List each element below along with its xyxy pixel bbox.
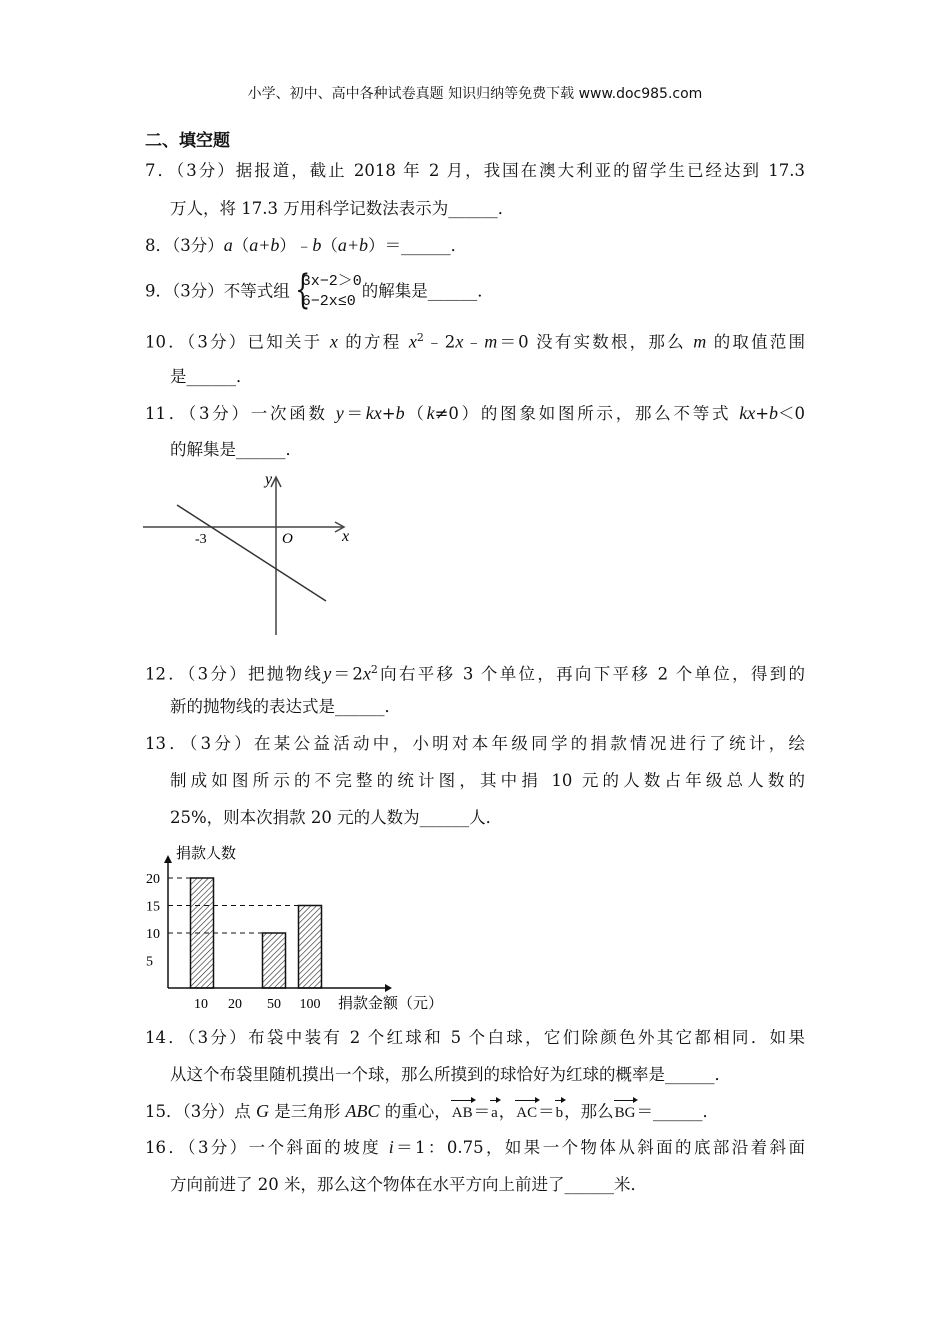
q8-text: ）﹣: [279, 236, 313, 255]
t: +: [381, 404, 396, 423]
t: ，那么: [564, 1102, 614, 1121]
t: ＝2: [331, 664, 363, 684]
q16-line2: 方向前进了 20 米，那么这个物体在水平方向上前进了______米．: [170, 1175, 647, 1194]
math-var: y: [323, 663, 332, 684]
q8-text: （: [232, 236, 250, 255]
q13-line3: 25%，则本次捐款 20 元的人数为______人．: [170, 808, 503, 827]
t: 16．（3分）一个斜面的坡度: [145, 1138, 382, 1157]
y-tick-label: 5: [146, 954, 153, 970]
chart-y-label: 捐款人数: [176, 846, 237, 862]
vector-a: a: [490, 1102, 499, 1124]
x-tick-label: 100: [299, 997, 321, 1012]
q15: [145, 1100, 719, 1124]
q7-line2: 万人，将 17.3 万用科学记数法表示为______．: [170, 199, 515, 218]
t: 的方程: [345, 332, 402, 352]
math-var: i: [388, 1137, 394, 1157]
y-tick-label: 10: [146, 927, 160, 942]
t: 10．（3分）已知关于: [145, 332, 323, 352]
vector-bg: BG: [614, 1102, 637, 1124]
exponent: 2: [370, 663, 378, 676]
t: +: [755, 404, 770, 423]
t: 11．（3分）一次函数: [145, 404, 328, 423]
origin-label: O: [282, 531, 293, 547]
x-tick-label: 10: [194, 997, 208, 1012]
math-var: kx: [365, 403, 382, 423]
math-var: kx: [739, 403, 756, 423]
q7-line1: 7．（3分）据报道，截止 2018 年 2 月，我国在澳大利亚的留学生已经达到 17.3: [145, 161, 805, 180]
t: ≠0）的图象如图所示，那么不等式: [434, 404, 732, 423]
t: ＝______．: [636, 1102, 719, 1121]
y-axis-label: y: [265, 471, 273, 488]
q16-line1: [145, 1136, 805, 1159]
linear-function-graph: [143, 471, 349, 635]
t: 15．（3分）点: [145, 1102, 251, 1121]
q8-text: ）＝______．: [368, 236, 468, 255]
q14-line2: 从这个布袋里随机摸出一个球，那么所摸到的球恰好为红球的概率是______．: [170, 1065, 731, 1084]
t: ＝: [473, 1102, 491, 1121]
math-var: x: [362, 663, 371, 684]
t: ﹣: [463, 332, 485, 352]
t: ＝1：0.75，如果一个物体从斜面的底部沿着斜面: [393, 1138, 805, 1157]
math-var: ABC: [345, 1101, 380, 1121]
bar-50: [263, 933, 286, 988]
vector-ab: AB: [451, 1102, 474, 1124]
q12-line1: [145, 659, 805, 686]
q12-line2: 新的抛物线的表达式是______．: [170, 697, 401, 716]
brace-icon: {: [294, 267, 311, 313]
math-var: b: [395, 403, 405, 423]
t: ＝0 没有实数根，那么: [497, 332, 686, 352]
t: ＝: [343, 404, 366, 423]
q11-line2: 的解集是______．: [170, 440, 302, 459]
y-tick-label: 20: [146, 872, 160, 887]
y-tick-label: 15: [146, 899, 160, 915]
t: 12．（3分）把抛物线: [145, 664, 324, 684]
inequality-1: 3x−2＞0: [301, 273, 362, 290]
math-var: x: [408, 331, 417, 352]
math-var: x: [329, 331, 338, 352]
q8-text: 8．（3分）: [145, 236, 224, 255]
math-var: m: [693, 331, 707, 352]
t: 是三角形: [274, 1102, 341, 1121]
math-var: m: [484, 331, 498, 352]
math-expr: a+b: [249, 235, 280, 255]
bar-100: [299, 906, 322, 989]
vector-ac: AC: [515, 1102, 538, 1124]
q8-text: （: [321, 236, 338, 255]
page-header: 小学、初中、高中各种试卷真题 知识归纳等免费下载 www.doc985.com: [247, 86, 703, 102]
donation-bar-chart: [146, 845, 443, 1012]
x-arrow-icon: [385, 984, 392, 992]
y-arrow-icon: [164, 855, 172, 863]
q9-text: 9．（3分）不等式组: [145, 281, 290, 301]
exponent: 2: [416, 331, 424, 344]
math-var: y: [335, 403, 344, 423]
q9-text: 的解集是______．: [361, 281, 494, 301]
math-var: a: [223, 235, 233, 255]
t: 向右平移 3 个单位，再向下平移 2 个单位，得到的: [377, 664, 805, 684]
vector-b: b: [555, 1102, 565, 1124]
math-var: k: [426, 403, 435, 423]
t: ＜0: [778, 404, 806, 423]
x-tick-label: 20: [228, 997, 242, 1012]
t: ，: [498, 1102, 516, 1121]
math-var: b: [769, 403, 779, 423]
t: ﹣2: [423, 332, 456, 352]
x-tick-label: 50: [267, 997, 281, 1012]
q14-line1: 14．（3分）布袋中装有 2 个红球和 5 个白球，它们除颜色外其它都相同．如果: [145, 1028, 805, 1047]
intercept-label: -3: [195, 532, 207, 547]
math-expr: a+b: [337, 235, 369, 255]
q13-line2: 制成如图所示的不完整的统计图，其中捐 10 元的人数占年级总人数的: [170, 771, 805, 790]
math-var: x: [455, 331, 464, 352]
bar-10: [191, 878, 214, 988]
function-line: [177, 505, 326, 601]
chart-x-label: 捐款金额（元）: [338, 996, 444, 1012]
t: 的重心，: [384, 1102, 451, 1121]
math-var: G: [256, 1101, 269, 1121]
t: （: [404, 404, 427, 423]
q13-line1: 13．（3分）在某公益活动中，小明对本年级同学的捐款情况进行了统计，绘: [145, 734, 805, 753]
inequality-2: 6−2x≤0: [301, 293, 356, 310]
x-axis-label: x: [342, 528, 350, 545]
section-title: 二、填空题: [145, 131, 230, 151]
t: 的取值范围: [713, 332, 806, 352]
math-var: b: [312, 235, 322, 255]
q10-line2: 是______．: [170, 367, 253, 386]
t: ＝: [538, 1102, 555, 1121]
